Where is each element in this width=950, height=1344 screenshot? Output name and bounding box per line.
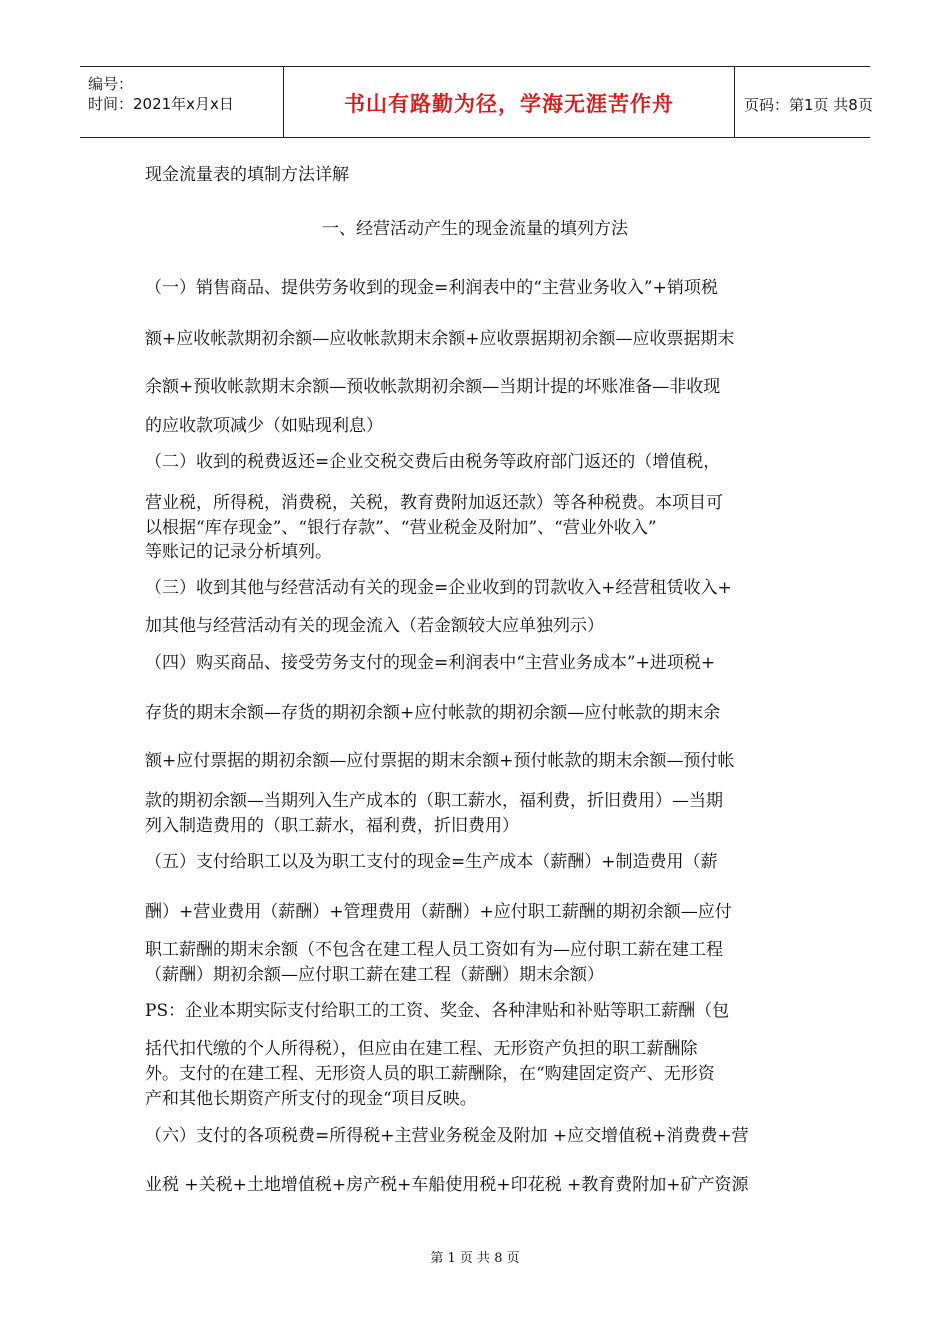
body-line: 以根据“库存现金”、“银行存款”、“营业税金及附加”、“营业外收入” [145, 518, 657, 538]
body-line: （薪酬）期初余额—应付职工薪在建工程（薪酬）期末余额） [145, 965, 604, 985]
body-line: （五）支付给职工以及为职工支付的现金=生产成本（薪酬）+制造费用（薪 [145, 852, 718, 872]
document-title: 现金流量表的填制方法详解 [145, 165, 349, 185]
body-line: 余额+预收帐款期末余额—预收帐款期初余额—当期计提的坏账准备—非收现 [145, 377, 721, 397]
body-line: （二）收到的税费返还=企业交税交费后由税务等政府部门返还的（增值税， [145, 452, 721, 472]
body-line: 括代扣代缴的个人所得税），但应由在建工程、无形资产负担的职工薪酬除 [145, 1039, 698, 1059]
header-meta [80, 67, 283, 137]
body-line: 等账记的记录分析填列。 [145, 542, 332, 562]
time-label: 时间：2021年x月x日 [88, 95, 234, 113]
body-line: 业税 +关税+土地增值税+房产税+车船使用税+印花税 +教育费附加+矿产资源 [145, 1175, 749, 1195]
body-line: 产和其他长期资产所支付的现金“项目反映。 [145, 1089, 477, 1109]
body-line: PS：企业本期实际支付给职工的工资、奖金、各种津贴和补贴等职工薪酬（包 [145, 1001, 730, 1021]
body-line: 列入制造费用的（职工薪水，福利费，折旧费用） [145, 816, 519, 836]
body-line: 外。支付的在建工程、无形资人员的职工薪酬除，在“购建固定资产、无形资 [145, 1064, 715, 1084]
body-line: 营业税，所得税，消费税，关税，教育费附加返还款）等各种税费。本项目可 [145, 493, 723, 513]
header-motto-cell [283, 67, 735, 137]
page-footer: 第 1 页 共 8 页 [430, 1251, 520, 1266]
body-line: 款的期初余额—当期列入生产成本的（职工薪水，福利费，折旧费用）—当期 [145, 791, 723, 811]
section-title: 一、经营活动产生的现金流量的填列方法 [322, 219, 628, 239]
body-line: 职工薪酬的期末余额（不包含在建工程人员工资如有为—应付职工薪在建工程 [145, 940, 723, 960]
body-line: 额+应收帐款期初余额—应收帐款期末余额+应收票据期初余额—应收票据期末 [145, 329, 735, 349]
page-header [80, 66, 873, 138]
body-line: （四）购买商品、接受劳务支付的现金=利润表中“主营业务成本”+进项税+ [145, 653, 716, 673]
motto-text: 书山有路勤为径，学海无涯苦作舟 [344, 92, 674, 116]
body-line: 额+应付票据的期初余额—应付票据的期末余额+预付帐款的期末余额—预付帐 [145, 751, 735, 771]
body-line: 存货的期末余额—存货的期初余额+应付帐款的期初余额—应付帐款的期末余 [145, 703, 721, 723]
body-line: 的应收款项减少（如贴现利息） [145, 416, 383, 436]
body-line: （六）支付的各项税费=所得税+主营业务税金及附加 +应交增值税+消费费+营 [145, 1126, 749, 1146]
header-page-cell [734, 67, 873, 137]
code-label: 编号： [88, 75, 134, 93]
body-line: （一）销售商品、提供劳务收到的现金=利润表中的“主营业务收入”+销项税 [145, 278, 718, 298]
body-line: （三）收到其他与经营活动有关的现金=企业收到的罚款收入+经营租赁收入+ [145, 578, 732, 598]
body-line: 酬）+营业费用（薪酬）+管理费用（薪酬）+应付职工薪酬的期初余额—应付 [145, 902, 732, 922]
body-line: 加其他与经营活动有关的现金流入（若金额较大应单独列示） [145, 616, 604, 636]
page-info: 页码：第1页 共8页 [744, 96, 873, 114]
